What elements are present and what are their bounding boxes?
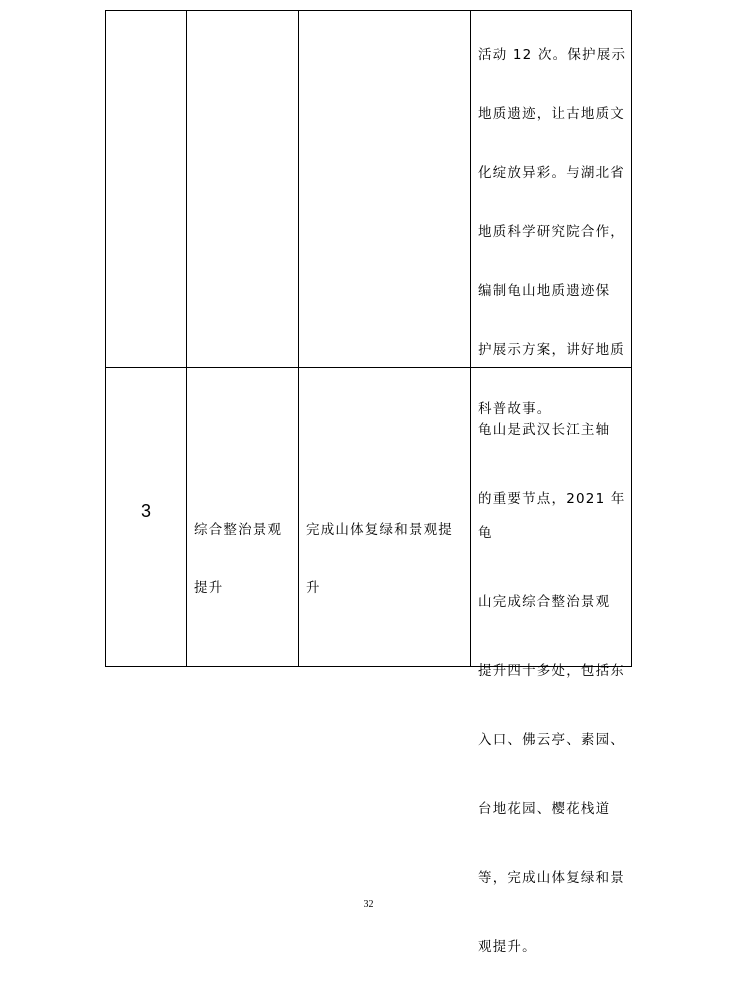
description-line: 地质遗迹，让古地质文 [478,105,625,122]
description-line: 入口、佛云亭、素园、 [478,732,625,748]
column-divider [186,11,187,666]
description-line: 观提升。 [478,939,537,955]
description-line: 编制龟山地质遗迹保 [478,282,611,299]
description-line: 等，完成山体复绿和景 [478,870,625,886]
description-line: 化绽放异彩。与湖北省 [478,164,625,181]
row-2-content-cell [306,487,471,632]
item-line: 综合整治景观 [194,522,283,538]
description-line: 提升四十多处，包括东 [478,663,625,679]
description-line: 活动 12 次。保护展示 [478,46,627,63]
row-2-number-cell: 3 [140,501,151,521]
row-2-item-cell [194,487,299,632]
description-line: 科普故事。 [478,400,552,417]
content-line: 完成山体复绿和景观提 [306,522,453,538]
description-line: 山完成综合整治景观 [478,594,611,610]
description-line: 龟山是武汉长江主轴 [478,421,611,438]
description-line: 地质科学研究院合作， [478,223,625,240]
item-line: 提升 [194,580,224,596]
description-line: 台地花园、樱花栈道 [478,801,611,817]
page-number: 32 [363,899,374,910]
description-line: 护展示方案，讲好地质 [478,341,625,358]
content-line: 升 [306,580,321,596]
description-line: 的重要节点，2021 年龟 [478,490,626,541]
